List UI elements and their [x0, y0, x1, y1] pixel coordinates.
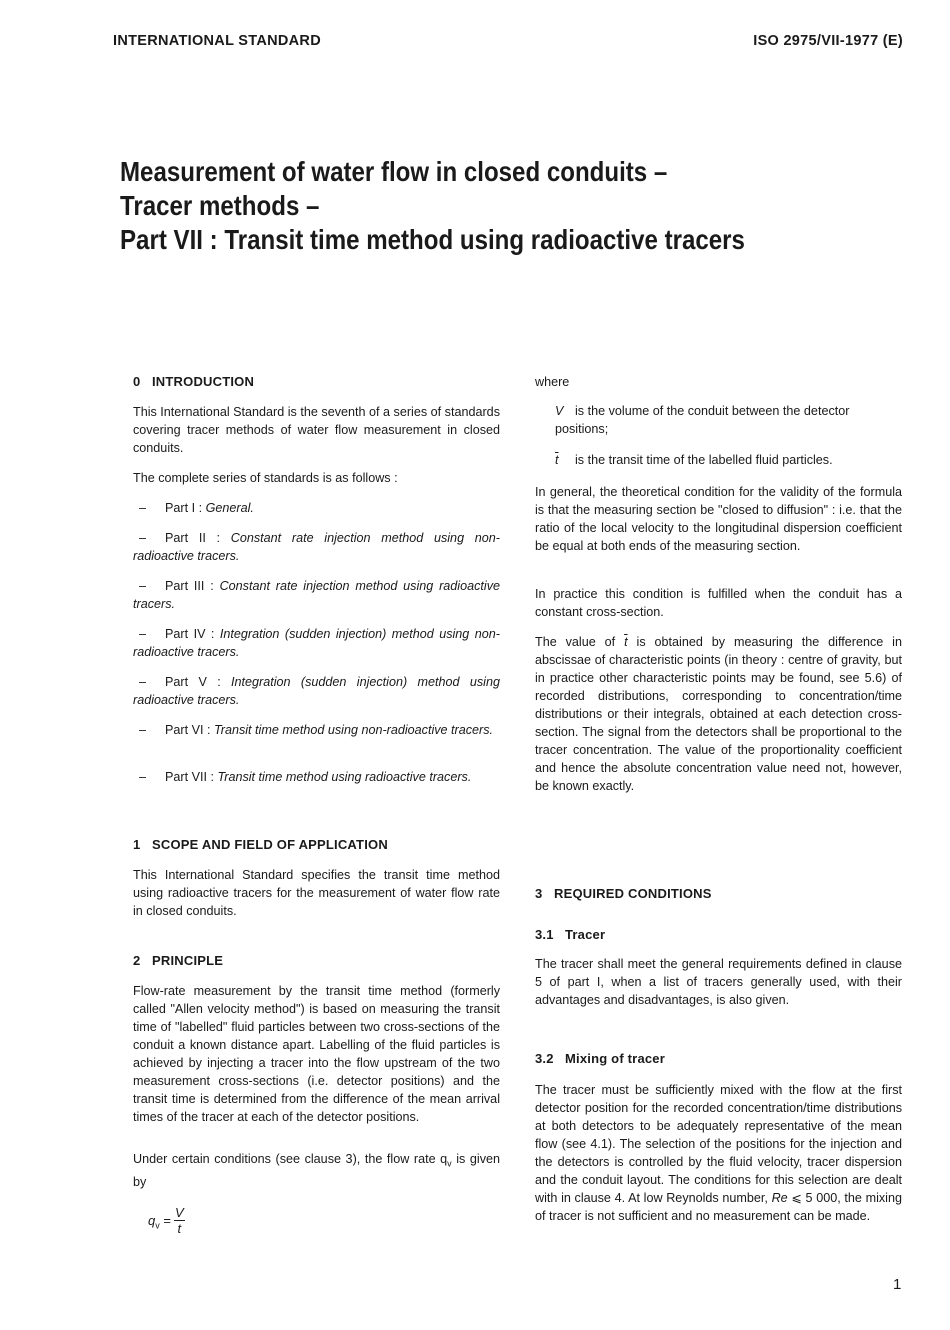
- section-heading-scope: [133, 837, 388, 852]
- scope-paragraph: This International Standard specifies the transit time method using radioactive tracers for the measurement of water flow rate in closed conduits.: [133, 868, 500, 918]
- part-list-item: – Part I : General.: [139, 501, 254, 515]
- section-number: 3: [535, 886, 543, 901]
- section-title: INTRODUCTION: [152, 374, 255, 389]
- subsection-heading-mixing: 3.2 Mixing of tracer: [535, 1051, 665, 1066]
- title-line-1: Measurement of water flow in closed conduits –: [120, 156, 668, 187]
- part-list-item: – Part II : Constant rate injection method using non-radioactive tracers.: [133, 531, 500, 563]
- title-line-2: Tracer methods –: [120, 190, 320, 221]
- intro-paragraph-1: This International Standard is the seventh of a series of standards covering tracer methods of water flow measurement in closed conduits.: [133, 405, 500, 455]
- section-heading-required-conditions: [535, 886, 712, 901]
- section-title: PRINCIPLE: [152, 953, 224, 968]
- section-title: SCOPE AND FIELD OF APPLICATION: [152, 837, 388, 852]
- part-list-item: – Part VI : Transit time method using non-radioactive tracers.: [139, 723, 494, 737]
- principle-paragraph-1: Flow-rate measurement by the transit time method (formerly called "Allen velocity method") is based on measuring the transit time of "labelled" fluid particles between two cross-sections of the conduit a known distance apart. Labelling of the fluid particles is achieved by injecting a tracer into the flow upstream of the two measurement cross-sections (i.e. detector positions) and the transit time is determined from the difference of the mean arrival times of the tracer at each of the detector positions.: [133, 984, 500, 1124]
- section-number: 0: [133, 374, 141, 389]
- definition-V: V is the volume of the conduit between the detector positions;: [555, 404, 850, 436]
- intro-paragraph-2: The complete series of standards is as follows :: [133, 471, 398, 485]
- section-heading-introduction: [133, 374, 254, 389]
- section-heading-principle: [133, 953, 223, 968]
- header-right: ISO 2975/VII-1977 (E): [753, 33, 903, 49]
- definition-t: $\overline{t}$ is the transit time of the labelled fluid particles.: [555, 453, 833, 467]
- principle-paragraph-3: In general, the theoretical condition for the validity of the formula is that the measuring section be "closed to diffusion" : i.e. that the ratio of the local velocity to the longitudinal dispersion coefficient be equal at both ends of the measuring section.: [535, 485, 902, 553]
- part-list-item: – Part III : Constant rate injection method using radioactive tracers.: [133, 579, 500, 611]
- section-number: 1: [133, 837, 141, 852]
- page-number: 1: [893, 1276, 902, 1293]
- section-number: 2: [133, 953, 141, 968]
- principle-paragraph-5: The value of $\overline{t}$ is obtained by measuring the difference in abscissae of characteristic points (in theory : centre of gravity, but in practice other characteristic points may be found, see 5.6) of recorded distributions, corresponding to concentration/time distributions or their integrals, obtained at each detection cross-section. The signal from the detectors shall be proportional to the tracer concentration. The value of the proportionality coefficient and hence the absolute concentration value need not, however, be known exactly.: [535, 635, 902, 793]
- part-list-item: – Part V : Integration (sudden injection) method using radioactive tracers.: [133, 675, 500, 707]
- flow-rate-formula: $q_v$ = V $\overline{t}$: [148, 1205, 184, 1236]
- part-list-item: – Part VII : Transit time method using radioactive tracers.: [139, 770, 472, 784]
- document-title: [120, 155, 745, 257]
- tracer-paragraph: The tracer shall meet the general requirements defined in clause 5 of part I, when a list of tracers generally used, with their advantages and disadvantages, is also given.: [535, 957, 902, 1007]
- subsection-heading-tracer: 3.1 Tracer: [535, 927, 606, 942]
- section-title: REQUIRED CONDITIONS: [554, 886, 712, 901]
- title-line-3: Part VII : Transit time method using radioactive tracers: [120, 224, 745, 255]
- where-label: where: [535, 375, 570, 389]
- header-left: INTERNATIONAL STANDARD: [113, 33, 321, 49]
- mixing-paragraph: The tracer must be sufficiently mixed with the flow at the first detector position for the recorded concentration/time distributions at both detectors to be adequately representative of the mean flow (see 4.1). The selection of the positions for the injection and the detectors is controlled by the fluid velocity, tracer dispersion and the conduit layout. The conditions for this selection are dealt with in clause 4. At low Reynolds number, Re ⩽ 5 000, the mixing of tracer is not sufficient and no measurement can be made.: [535, 1083, 902, 1223]
- principle-paragraph-2: Under certain conditions (see clause 3), the flow rate $q_v$ is given by: [133, 1152, 500, 1189]
- principle-paragraph-4: In practice this condition is fulfilled when the conduit has a constant cross-section.: [535, 587, 902, 619]
- part-list-item: – Part IV : Integration (sudden injection) method using non-radioactive tracers.: [133, 627, 500, 659]
